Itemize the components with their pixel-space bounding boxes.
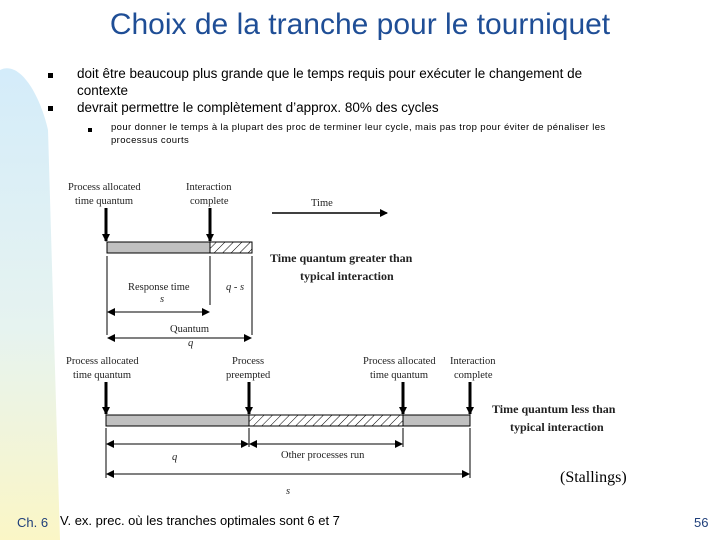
- top-process-allocated-label-2: time quantum: [75, 196, 134, 207]
- bottom-process-allocated-label-2: time quantum: [73, 370, 132, 381]
- source-citation: (Stallings): [560, 469, 627, 486]
- bullet-1-line-2: contexte: [77, 83, 129, 98]
- bottom-process-allocated-label-1: Process allocated: [66, 356, 139, 367]
- bullet-1-line-1: doit être beaucoup plus grande que le temps requis pour exécuter le changement de: [77, 66, 583, 81]
- quantum-label: Quantum: [170, 324, 210, 335]
- chapter-label: Ch. 6: [17, 515, 49, 530]
- top-process-allocated-label-1: Process allocated: [68, 182, 141, 193]
- q-minus-s-label: q - s: [226, 282, 245, 293]
- bottom-process-allocated-b-label-2: time quantum: [370, 370, 429, 381]
- top-caption-line-1: Time quantum greater than: [270, 251, 413, 265]
- bottom-process-allocated-b-label-1: Process allocated: [363, 356, 436, 367]
- bottom-first-quantum-bar: [106, 415, 249, 426]
- top-interaction-label-2: complete: [190, 196, 229, 207]
- response-time-label: Response time: [128, 282, 190, 293]
- top-q-label: q: [188, 338, 194, 349]
- preempted-label-2: preempted: [226, 370, 271, 381]
- footnote: V. ex. prec. où les tranches optimales sont 6 et 7: [60, 513, 340, 528]
- bottom-interaction-label-1: Interaction: [450, 356, 496, 367]
- other-processes-bar: [249, 415, 403, 426]
- slide-title: Choix de la tranche pour le tourniquet: [109, 8, 611, 41]
- sub-bullet-line-1: pour donner le temps à la plupart des proc de terminer leur cycle, mais pas trop pour éviter de pénaliser les: [111, 122, 606, 133]
- sub-bullet-line-2: processus courts: [111, 135, 190, 146]
- other-processes-label: Other processes run: [281, 450, 365, 461]
- top-interaction-label-1: Interaction: [186, 182, 232, 193]
- top-response-bar: [107, 242, 210, 253]
- preempted-label-1: Process: [232, 356, 265, 367]
- bottom-s-label: s: [286, 486, 291, 497]
- page-number: 56: [694, 515, 709, 530]
- bottom-second-quantum-bar: [403, 415, 470, 426]
- top-s-label: s: [160, 294, 165, 305]
- bullet-2-text: devrait permettre le complètement d’approx. 80% des cycles: [77, 100, 439, 115]
- top-remaining-quantum-bar: [210, 242, 252, 253]
- bottom-caption-line-2: typical interaction: [510, 420, 604, 434]
- bottom-interaction-label-2: complete: [454, 370, 493, 381]
- bottom-caption-line-1: Time quantum less than: [492, 402, 616, 416]
- top-caption-line-2: typical interaction: [300, 269, 394, 283]
- time-label: Time: [311, 198, 333, 209]
- bottom-q-label: q: [172, 452, 178, 463]
